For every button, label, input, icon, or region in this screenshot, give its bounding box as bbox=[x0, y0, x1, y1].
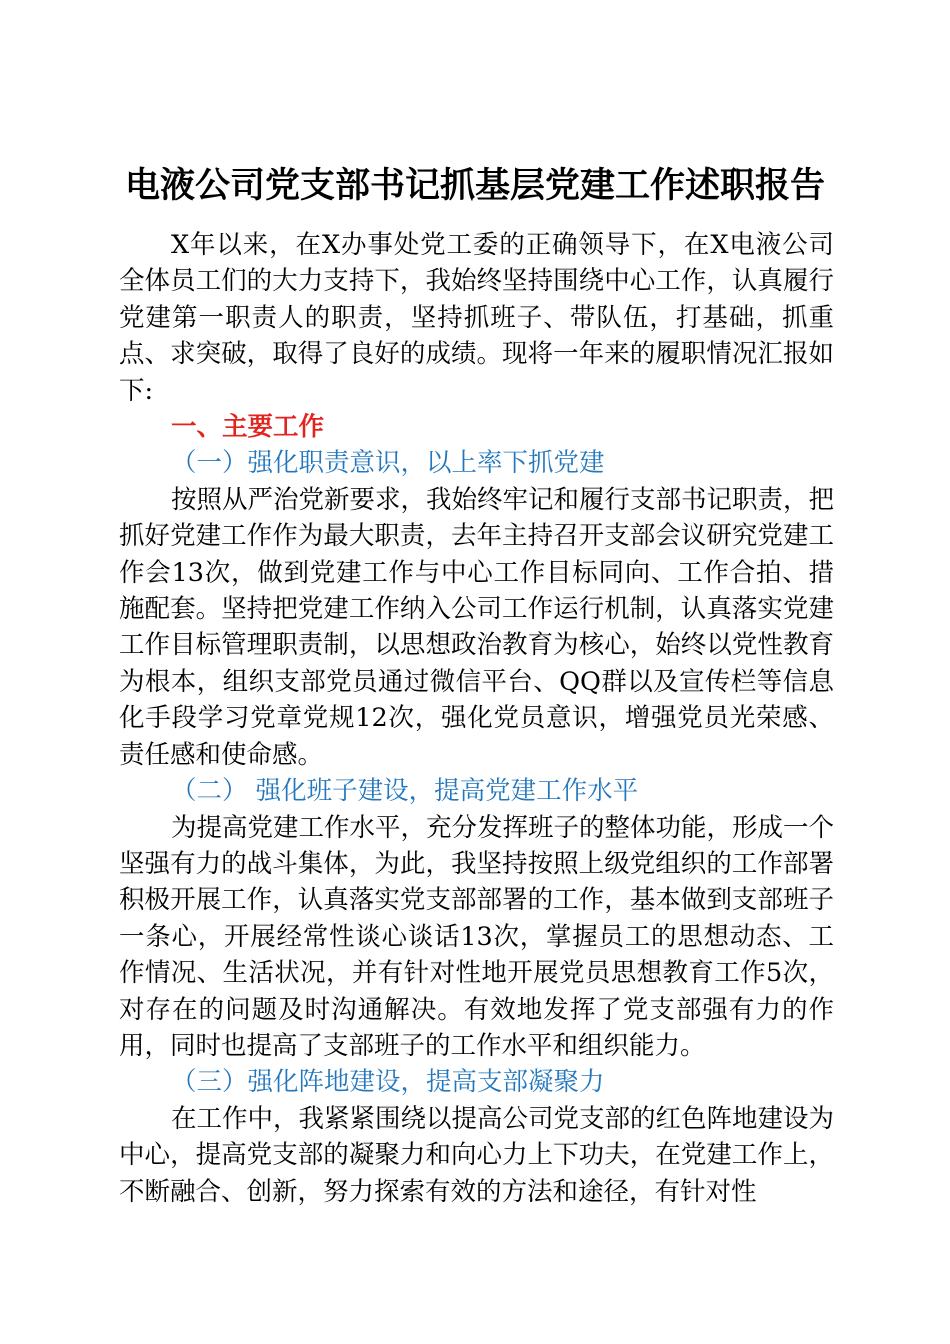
subsection-paragraph-2: 为提高党建工作水平，充分发挥班子的整体功能，形成一个坚强有力的战斗集体，为此，我坚持按照上级党组织的工作部署积极开展工作，认真落实党支部部署的工作，基本做到支部班子一条心，开展经常性谈心谈话13次，掌握员工的思想动态、工作情况、生活状况，并有针对性地开展党员思想教育工作5次，对存在的问题及时沟通解决。有效地发挥了党支部强有力的作用，同时也提高了支部班子的工作水平和组织能力。 bbox=[119, 812, 835, 1061]
section-heading-main-work: 一、主要工作 bbox=[171, 412, 325, 443]
subsection-heading-1: （一）强化职责意识，以上率下抓党建 bbox=[171, 448, 605, 479]
subsection-paragraph-1: 按照从严治党新要求，我始终牢记和履行支部书记职责，把抓好党建工作作为最大职责，去年主持召开支部会议研究党建工作会13次，做到党建工作与中心工作目标同向、工作合拍、措施配套。坚持把党建工作纳入公司工作运行机制，认真落实党建工作目标管理职责制，以思想政治教育为核心，始终以党性教育为根本，组织支部党员通过微信平台、QQ群以及宣传栏等信息化手段学习党章党规12次，强化党员意识，增强党员光荣感、责任感和使命感。 bbox=[119, 484, 835, 770]
intro-paragraph: X年以来，在X办事处党工委的正确领导下，在X电液公司全体员工们的大力支持下，我始终坚持围绕中心工作，认真履行党建第一职责人的职责，坚持抓班子、带队伍，打基础，抓重点、求突破，取得了良好的成绩。现将一年来的履职情况汇报如下: bbox=[119, 230, 834, 406]
document-title: 电液公司党支部书记抓基层党建工作述职报告 bbox=[124, 166, 825, 206]
document-body bbox=[119, 227, 834, 1210]
subsection-heading-2: （二） 强化班子建设，提高党建工作水平 bbox=[171, 776, 639, 807]
subsection-heading-3: （三）强化阵地建设，提高支部凝聚力 bbox=[171, 1067, 605, 1098]
subsection-paragraph-3: 在工作中，我紧紧围绕以提高公司党支部的红色阵地建设为中心，提高党支部的凝聚力和向心力上下功夫，在党建工作上，不断融合、创新，努力探索有效的方法和途径，有针对性 bbox=[119, 1103, 835, 1207]
